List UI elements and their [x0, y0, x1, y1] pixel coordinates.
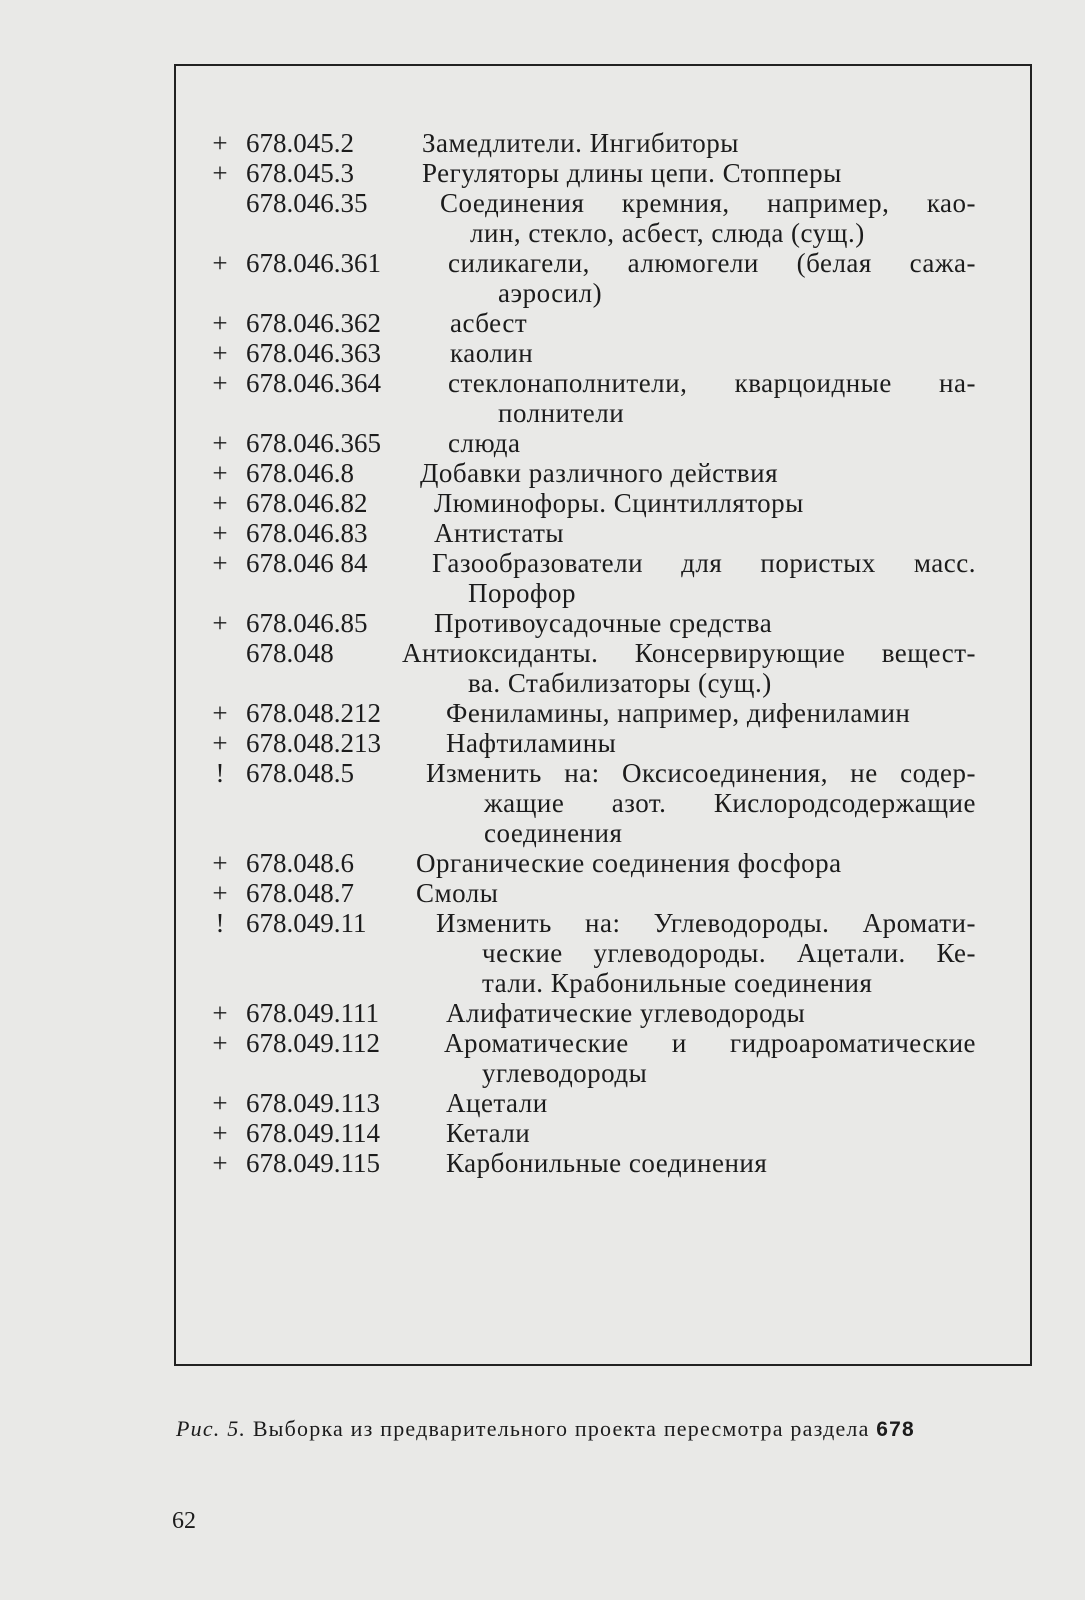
entry-code: 678.046.83: [246, 518, 368, 548]
entry-code: 678.049.114: [246, 1118, 380, 1148]
description-line: жащие азот. Кислородсодержащие: [484, 788, 976, 818]
description-line: Порофор: [468, 578, 576, 608]
entry-mark: +: [212, 488, 228, 518]
entry-description: [0, 758, 990, 848]
description-line: Замедлители. Ингибиторы: [422, 128, 739, 158]
description-line: Фениламины, например, дифениламин: [446, 698, 911, 728]
entry-mark: +: [212, 128, 228, 158]
entry-description: [0, 638, 990, 698]
description-line: лин, стекло, асбест, слюда (сущ.): [470, 218, 865, 248]
description-line: Карбонильные соединения: [446, 1148, 768, 1178]
entry-code: 678.048.5: [246, 758, 354, 788]
entry-code: 678.049.115: [246, 1148, 380, 1178]
list-item: [0, 728, 1085, 758]
entry-mark: +: [212, 248, 228, 278]
list-item: [0, 758, 1085, 848]
entry-code: 678.048.213: [246, 728, 381, 758]
entry-mark: +: [212, 728, 228, 758]
description-line: Соединения кремния, например, као-: [440, 188, 976, 218]
entry-code: 678.046 84: [246, 548, 368, 578]
entry-code: 678.046.363: [246, 338, 381, 368]
entry-mark: !: [215, 908, 225, 938]
description-line: Противоусадочные средства: [434, 608, 773, 638]
classification-list: [0, 128, 1085, 1178]
entry-description: [0, 518, 990, 548]
description-line: каолин: [450, 338, 534, 368]
description-line: Антиоксиданты. Консервирующие вещест-: [402, 638, 976, 668]
entry-mark: +: [212, 848, 228, 878]
entry-mark: +: [212, 1028, 228, 1058]
entry-description: [0, 1148, 990, 1178]
description-line: Изменить на: Оксисоединения, не содер-: [426, 758, 976, 788]
entry-description: [0, 998, 990, 1028]
entry-description: [0, 428, 990, 458]
entry-code: 678.046.362: [246, 308, 381, 338]
entry-description: [0, 548, 990, 608]
description-line: углеводороды: [482, 1058, 648, 1088]
entry-mark: +: [212, 518, 228, 548]
entry-mark: +: [212, 308, 228, 338]
entry-description: [0, 848, 990, 878]
description-line: Ацетали: [446, 1088, 548, 1118]
caption-text: Выборка из предварительного проекта пересмотра раздела: [252, 1416, 870, 1441]
entry-mark: +: [212, 1148, 228, 1178]
entry-description: [0, 908, 990, 998]
entry-code: 678.046.85: [246, 608, 368, 638]
page-number: 62: [172, 1508, 196, 1534]
entry-mark: !: [215, 758, 225, 788]
entry-code: 678.046.365: [246, 428, 381, 458]
entry-description: [0, 128, 990, 158]
entry-mark: +: [212, 458, 228, 488]
entry-description: [0, 458, 990, 488]
list-item: [0, 848, 1085, 878]
list-item: [0, 248, 1085, 308]
list-item: [0, 488, 1085, 518]
list-item: [0, 368, 1085, 428]
entry-code: 678.049.111: [246, 998, 379, 1028]
entry-code: 678.046.8: [246, 458, 354, 488]
list-item: [0, 698, 1085, 728]
description-line: Кетали: [446, 1118, 531, 1148]
list-item: [0, 158, 1085, 188]
description-line: Люминофоры. Сцинтилляторы: [434, 488, 804, 518]
figure-caption: [176, 1416, 1036, 1442]
description-line: Регуляторы длины цепи. Стопперы: [422, 158, 842, 188]
entry-description: [0, 248, 990, 308]
entry-mark: +: [212, 698, 228, 728]
entry-code: 678.046.82: [246, 488, 368, 518]
list-item: [0, 308, 1085, 338]
entry-description: [0, 1118, 990, 1148]
description-line: Антистаты: [434, 518, 565, 548]
description-line: Органические соединения фосфора: [416, 848, 842, 878]
entry-mark: +: [212, 338, 228, 368]
list-item: [0, 1088, 1085, 1118]
list-item: [0, 878, 1085, 908]
entry-mark: +: [212, 998, 228, 1028]
description-line: Газообразователи для пористых масс.: [432, 548, 976, 578]
description-line: соединения: [484, 818, 623, 848]
caption-section-number: 678: [876, 1418, 915, 1441]
entry-description: [0, 368, 990, 428]
description-line: Ароматические и гидроароматические: [444, 1028, 976, 1058]
description-line: слюда: [448, 428, 521, 458]
list-item: [0, 518, 1085, 548]
entry-code: 678.045.3: [246, 158, 354, 188]
entry-description: [0, 608, 990, 638]
list-item: [0, 608, 1085, 638]
list-item: [0, 1028, 1085, 1088]
entry-description: [0, 878, 990, 908]
entry-code: 678.046.361: [246, 248, 381, 278]
description-line: Добавки различного действия: [420, 458, 779, 488]
description-line: Алифатические углеводороды: [446, 998, 806, 1028]
entry-code: 678.048.7: [246, 878, 354, 908]
list-item: [0, 908, 1085, 998]
entry-code: 678.046.364: [246, 368, 381, 398]
list-item: [0, 188, 1085, 248]
entry-mark: +: [212, 1118, 228, 1148]
entry-description: [0, 1028, 990, 1088]
list-item: [0, 428, 1085, 458]
entry-mark: +: [212, 608, 228, 638]
entry-description: [0, 488, 990, 518]
entry-code: 678.046.35: [246, 188, 368, 218]
list-item: [0, 638, 1085, 698]
entry-mark: +: [212, 368, 228, 398]
entry-code: 678.049.112: [246, 1028, 380, 1058]
entry-description: [0, 1088, 990, 1118]
entry-description: [0, 188, 990, 248]
description-line: Смолы: [416, 878, 499, 908]
entry-mark: +: [212, 428, 228, 458]
list-item: [0, 1148, 1085, 1178]
entry-code: 678.048.6: [246, 848, 354, 878]
list-item: [0, 1118, 1085, 1148]
description-line: аэросил): [498, 278, 603, 308]
entry-description: [0, 338, 990, 368]
entry-code: 678.048.212: [246, 698, 381, 728]
figure-label: Рис. 5.: [176, 1416, 247, 1441]
entry-description: [0, 158, 990, 188]
description-line: ва. Стабилизаторы (сущ.): [468, 668, 772, 698]
entry-mark: +: [212, 878, 228, 908]
description-line: полнители: [498, 398, 625, 428]
list-item: [0, 338, 1085, 368]
entry-mark: +: [212, 158, 228, 188]
list-item: [0, 548, 1085, 608]
description-line: Изменить на: Углеводороды. Аромати-: [436, 908, 976, 938]
list-item: [0, 128, 1085, 158]
entry-code: 678.048: [246, 638, 334, 668]
entry-description: [0, 308, 990, 338]
entry-code: 678.045.2: [246, 128, 354, 158]
description-line: асбест: [450, 308, 528, 338]
entry-mark: +: [212, 1088, 228, 1118]
description-line: силикагели, алюмогели (белая сажа-: [448, 248, 976, 278]
entry-code: 678.049.11: [246, 908, 367, 938]
entry-description: [0, 698, 990, 728]
entry-description: [0, 728, 990, 758]
list-item: [0, 998, 1085, 1028]
entry-code: 678.049.113: [246, 1088, 380, 1118]
description-line: ческие углеводороды. Ацетали. Ке-: [482, 938, 976, 968]
description-line: Нафтиламины: [446, 728, 617, 758]
entry-mark: +: [212, 548, 228, 578]
list-item: [0, 458, 1085, 488]
description-line: тали. Крабонильные соединения: [482, 968, 873, 998]
description-line: стеклонаполнители, кварцоидные на-: [448, 368, 976, 398]
